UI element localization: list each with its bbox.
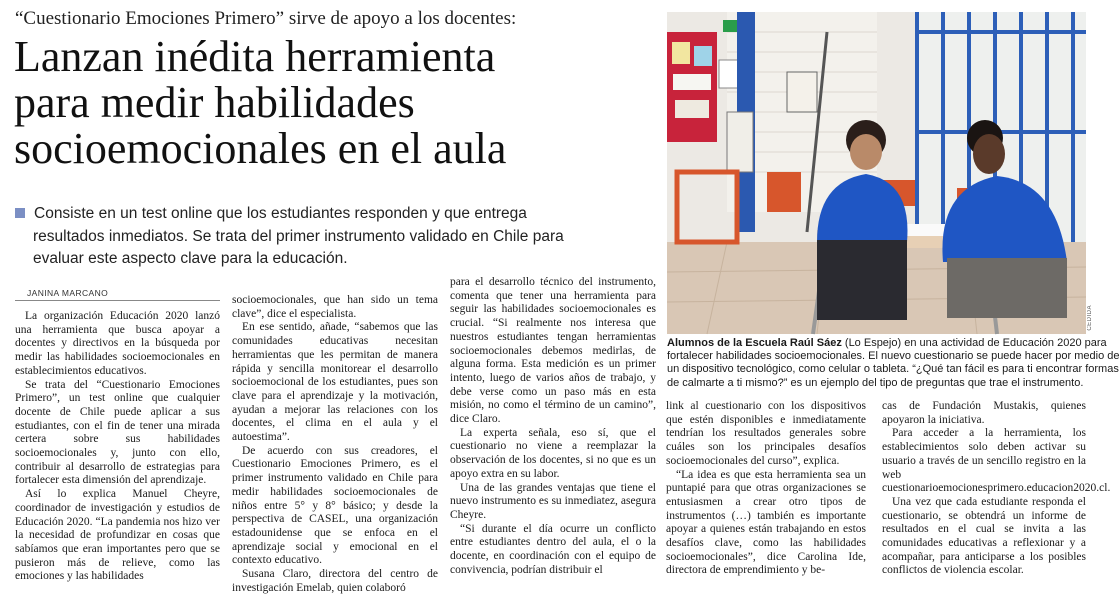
paragraph: link al cuestionario con los dispositivos que estén disponibles e inmediatamente tendrían los resultados generales sobre cuáles son los principales desafíos socioemocionales del curso”, explica. xyxy=(666,400,866,467)
paragraph: De acuerdo con sus creadores, el Cuestionario Emociones Primero, es el primer instrumento validado en Chile para medir habilidades socioemocionales de niños entre 5° y 8° básico; y desde la perspectiva de CASEL, una organización estadounidense que se enfoca en el aprendizaje social y emocional en el contexto educativo. xyxy=(232,444,438,567)
caption-line: de calmarte a ti mismo?” es un ejemplo del tipo de preguntas que trae el instrumento. xyxy=(667,376,1084,389)
caption-rest: (Lo Espejo) en una actividad de Educación 2020 para xyxy=(841,337,1107,349)
bullet-square-icon xyxy=(15,208,25,218)
caption-line: un dispositivo tecnológico, como celular o tableta. “¿Qué tan fácil es para ti encontrar formas xyxy=(667,363,1119,376)
byline-divider xyxy=(15,300,220,301)
paragraph: cas de Fundación Mustakis, quienes apoyaron la iniciativa. xyxy=(882,400,1086,426)
paragraph: Susana Claro, directora del centro de investigación Emelab, quien colaboró xyxy=(232,568,438,594)
photo-credit: CEDIDA xyxy=(1087,305,1093,331)
caption-line: fortalecer habilidades socioemocionales. El nuevo cuestionario se puede hacer por medio de xyxy=(667,350,1120,363)
summary-line: evaluar este aspecto clave para la educación. xyxy=(33,250,348,267)
paragraph: socioemocionales, que han sido un tema clave”, dice el especialista. xyxy=(232,294,438,320)
paragraph: Se trata del “Cuestionario Emociones Primero”, un test online que cualquier docente de Chile puede aplicar a sus estudiantes, con el fin de tener una mirada certera sobre sus habilidades socioemocionales y, junto con ello, contribuir al desarrollo de estrategias para fortalecer esta dimensión del aprendizaje. xyxy=(15,378,220,487)
paragraph: La experta señala, eso sí, que el cuestionario no viene a reemplazar la observación de los docentes, si no que es un apoyo extra en su labor. xyxy=(450,426,656,480)
paragraph: Para acceder a la herramienta, los establecimientos solo deben activar su usuario a través de un sencillo registro en la web cuestionarioemocionesprimero.educacion2020.cl. xyxy=(882,427,1111,495)
paragraph: para el desarrollo técnico del instrumento, comenta que tener una herramienta para seguir las habilidades socioemocionales es crucial. “Si realmente nos interesa que nuestros estudiantes tengan herramientas socioemocionales debemos medirlas, de alguna forma. Esta medición es un primer intento, luego de varios años de trabajo, y debe verse como un paso más en esta misión, no como el término de un camino”, dice Claro. xyxy=(450,276,656,426)
paragraph: “La idea es que esta herramienta sea un puntapié para que otras organizaciones se entusiasmen a crear otro tipos de instrumentos (…) también es importante apoyar a quienes están trabajando en estos desafíos clave, como las habilidades socioemocionales”, dice Carolina Ide, directora de emprendimiento y be- xyxy=(666,468,866,577)
paragraph: Así lo explica Manuel Cheyre, coordinador de investigación y estudios de Educación 2020. “La pandemia nos hizo ver la necesidad de profundizar en cosas que sabíamos que eran importantes pero que se pusieron más de relieve, como las emociones y las habilidades xyxy=(15,488,220,583)
text-column-1 xyxy=(15,310,220,584)
paragraph: Una vez que cada estudiante responda el cuestionario, se obtendrá un informe de resultados en el cual se invita a las comunidades educativas a reflexionar y a acompañar, para anticiparse a los posibles conflictos de violencia escolar. xyxy=(882,495,1086,577)
text-column-2 xyxy=(232,294,438,595)
paragraph: La organización Educación 2020 lanzó una herramienta que busca apoyar a docentes y directivos en la búsqueda por medir las habilidades socioemocionales en establecimientos educativos. xyxy=(15,310,220,377)
text-column-3 xyxy=(450,276,656,577)
photo-caption xyxy=(667,337,1120,390)
headline-line: socioemocionales en el aula xyxy=(14,124,507,173)
paragraph: En ese sentido, añade, “sabemos que las comunidades educativas necesitan herramientas que les permitan de manera rápida y sencilla monitorear el desarrollo socioemocional de los estudiantes, pues son clave para el aprendizaje y la motivación, ayudan a mejorar las relaciones con los docentes, el clima en el aula y el autoestima”. xyxy=(232,321,438,444)
summary-line xyxy=(15,203,655,226)
article-kicker: “Cuestionario Emociones Primero” sirve de apoyo a los docentes: xyxy=(15,8,517,29)
caption-line xyxy=(667,337,1107,350)
paragraph: “Si durante el día ocurre un conflicto entre estudiantes dentro del aula, el o la docente, en coordinación con el equipo de convivencia, podrían distribuir el xyxy=(450,522,656,576)
text-column-4 xyxy=(666,400,866,578)
photo-illustration xyxy=(667,12,1086,334)
text-column-5 xyxy=(882,400,1111,578)
summary-text: Consiste en un test online que los estudiantes responden y que entrega xyxy=(34,205,527,222)
headline-line: Lanzan inédita herramienta xyxy=(14,32,496,81)
byline: JANINA MARCANO xyxy=(27,288,109,298)
headline-line: para medir habilidades xyxy=(14,78,415,127)
article-headline xyxy=(14,34,654,172)
article-summary xyxy=(15,203,655,271)
paragraph: Una de las grandes ventajas que tiene el nuevo instrumento es su inmediatez, asegura Cheyre. xyxy=(450,481,656,521)
article-photo xyxy=(667,12,1086,334)
caption-bold: Alumnos de la Escuela Raúl Sáez xyxy=(667,337,842,349)
summary-line: resultados inmediatos. Se trata del primer instrumento validado en Chile para xyxy=(33,227,564,245)
